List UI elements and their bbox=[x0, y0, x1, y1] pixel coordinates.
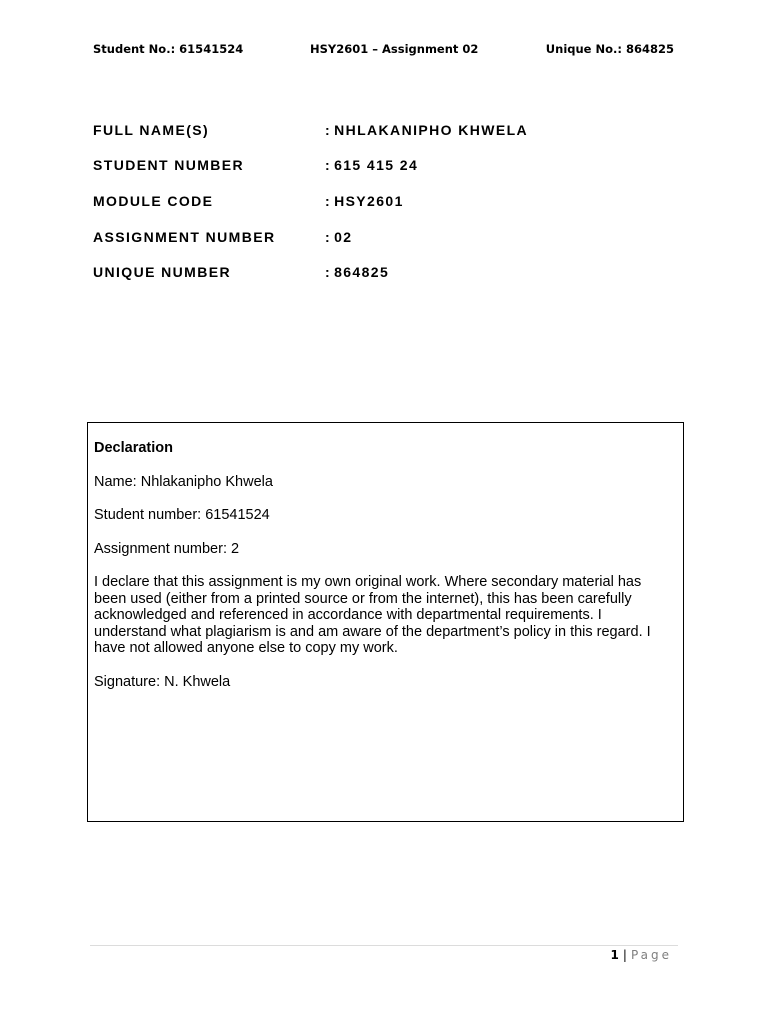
info-colon: : bbox=[325, 122, 332, 138]
info-value-text: 02 bbox=[334, 229, 353, 245]
info-colon: : bbox=[325, 229, 332, 245]
header-module-assignment: HSY2601 – Assignment 02 bbox=[310, 42, 479, 56]
declaration-name: Name: Nhlakanipho Khwela bbox=[94, 473, 273, 490]
info-value bbox=[325, 264, 389, 280]
info-value-text: HSY2601 bbox=[334, 193, 404, 209]
declaration-signature: Signature: N. Khwela bbox=[94, 673, 231, 690]
info-row-assignment-number bbox=[93, 229, 693, 249]
declaration-student-number: Student number: 61541524 bbox=[94, 507, 270, 523]
declaration-box bbox=[87, 422, 684, 822]
declaration-assignment-number: Assignment number: 2 bbox=[94, 540, 240, 557]
info-value bbox=[325, 193, 404, 209]
page-separator: | bbox=[622, 948, 627, 962]
info-value bbox=[325, 229, 352, 245]
info-label: UNIQUE NUMBER bbox=[93, 264, 231, 280]
page-number: 1 bbox=[610, 948, 619, 962]
info-value bbox=[325, 122, 528, 138]
info-row-module-code bbox=[93, 193, 693, 213]
declaration-statement: I declare that this assignment is my own original work. Where secondary material has been used (either from a printed source or from the internet), this has been carefully acknowledged and referenced in accordance with departmental requirements. I understand what plagiarism is and am aware of the department’s policy in this regard. I have not allowed anyone else to copy my work. bbox=[94, 574, 651, 656]
page-word: Page bbox=[630, 948, 672, 962]
page-header bbox=[0, 42, 768, 60]
header-student-number: Student No.: 61541524 bbox=[93, 42, 244, 56]
footer-divider bbox=[90, 945, 678, 946]
info-label: MODULE CODE bbox=[93, 193, 214, 209]
info-value bbox=[325, 157, 418, 173]
info-row-student-number bbox=[93, 157, 693, 177]
info-row-unique-number bbox=[93, 264, 693, 284]
header-unique-number: Unique No.: 864825 bbox=[545, 42, 674, 56]
info-colon: : bbox=[325, 264, 332, 280]
page-footer bbox=[611, 948, 672, 962]
declaration-title: Declaration bbox=[94, 440, 173, 456]
info-label: STUDENT NUMBER bbox=[93, 157, 245, 173]
info-value-text: NHLAKANIPHO KHWELA bbox=[334, 122, 529, 138]
info-value-text: 864825 bbox=[334, 264, 390, 280]
info-label: ASSIGNMENT NUMBER bbox=[93, 229, 276, 245]
info-colon: : bbox=[325, 157, 332, 173]
info-value-text: 615 415 24 bbox=[334, 157, 419, 173]
info-colon: : bbox=[325, 193, 332, 209]
info-row-full-name bbox=[93, 122, 693, 142]
info-label: FULL NAME(S) bbox=[93, 122, 210, 138]
